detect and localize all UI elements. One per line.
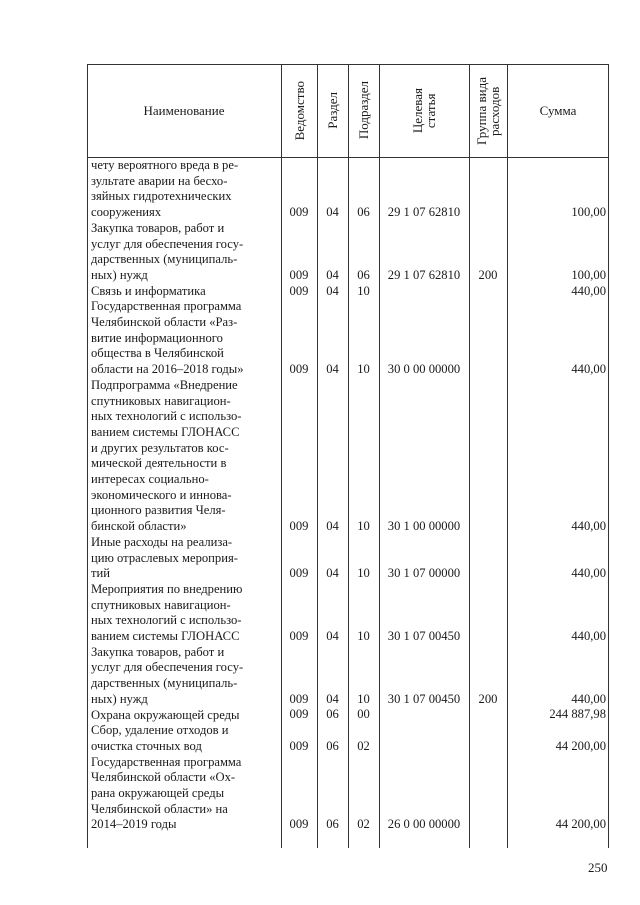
row-statya: 26 0 00 00000 — [387, 817, 461, 832]
row-vedomstvo: 009 — [289, 267, 309, 282]
header-statya: Целевая статья — [410, 87, 438, 134]
row-podrazdel: 06 — [357, 205, 370, 220]
header-summa: Сумма — [539, 102, 577, 118]
row-razdel: 04 — [326, 283, 339, 298]
row-name: Мероприятия по внедрению спутниковых навигацион- ных технологий с использо- ванием системы ГЛОНАСС — [91, 581, 243, 643]
header-razdel: Раздел — [325, 92, 340, 129]
row-vedomstvo: 009 — [289, 205, 309, 220]
row-vedomstvo: 009 — [289, 707, 309, 722]
page-number: 250 — [588, 860, 608, 875]
row-name: Закупка товаров, работ и услуг для обеспечения госу- дарственных (муниципаль- ных) нужд — [91, 220, 244, 282]
row-vedomstvo: 009 — [289, 691, 309, 706]
row-vedomstvo: 009 — [289, 283, 309, 298]
row-statya: 30 1 07 00000 — [387, 566, 461, 581]
row-summa: 440,00 — [571, 628, 606, 643]
table-row — [87, 708, 609, 724]
table-row — [87, 299, 609, 378]
table-row — [87, 158, 609, 221]
row-razdel: 06 — [326, 738, 339, 753]
row-statya: 29 1 07 62810 — [387, 267, 461, 282]
row-podrazdel: 10 — [357, 628, 370, 643]
header-vedomstvo: Ведомство — [291, 80, 307, 141]
table-row — [87, 755, 609, 834]
row-podrazdel: 10 — [357, 283, 370, 298]
row-summa: 440,00 — [571, 691, 606, 706]
row-summa: 100,00 — [571, 267, 606, 282]
row-name: Государственная программа Челябинской области «Раз- витие информационного общества в Челябинской области на 2016–2018 годы» — [91, 299, 244, 377]
row-summa: 440,00 — [571, 566, 606, 581]
table-row — [87, 723, 609, 754]
table-row — [87, 221, 609, 284]
row-razdel: 04 — [326, 205, 339, 220]
row-razdel: 04 — [326, 267, 339, 282]
header-podrazdel: Подраздел — [356, 81, 371, 140]
row-podrazdel: 06 — [357, 267, 370, 282]
row-vedomstvo: 009 — [289, 628, 309, 643]
table-row — [87, 582, 609, 645]
row-summa: 44 200,00 — [555, 738, 606, 753]
row-razdel: 04 — [326, 628, 339, 643]
header-gruppa: Группа вида расходов — [474, 76, 502, 145]
row-name: Связь и информатика — [91, 283, 206, 298]
row-vedomstvo: 009 — [289, 817, 309, 832]
row-vedomstvo: 009 — [289, 519, 309, 534]
row-statya: 30 1 07 00450 — [387, 628, 461, 643]
row-podrazdel: 10 — [357, 519, 370, 534]
row-razdel: 06 — [326, 707, 339, 722]
row-razdel: 06 — [326, 817, 339, 832]
row-name: чету вероятного вреда в ре- зультате аварии на бесхо- зяйных гидротехнических сооружениях — [91, 158, 239, 220]
table-row — [87, 378, 609, 535]
row-vedomstvo: 009 — [289, 738, 309, 753]
row-podrazdel: 10 — [357, 566, 370, 581]
row-razdel: 04 — [326, 691, 339, 706]
row-podrazdel: 02 — [357, 817, 370, 832]
row-razdel: 04 — [326, 566, 339, 581]
row-statya: 30 0 00 00000 — [387, 362, 461, 377]
table-row — [87, 645, 609, 708]
table-row — [87, 284, 609, 300]
row-name: Подпрограмма «Внедрение спутниковых навигацион- ных технологий с использо- ванием системы ГЛОНАСС и других результатов кос- мической деятельности в интересах социально- экономического и иннова- ционного развития Челя- бинской области» — [91, 377, 242, 534]
row-gruppa: 200 — [478, 267, 498, 282]
row-razdel: 04 — [326, 362, 339, 377]
row-podrazdel: 10 — [357, 362, 370, 377]
row-summa: 440,00 — [571, 283, 606, 298]
row-name: Сбор, удаление отходов и очистка сточных вод — [91, 723, 229, 753]
row-summa: 244 887,98 — [549, 707, 606, 722]
row-statya: 30 1 00 00000 — [387, 519, 461, 534]
row-name: Закупка товаров, работ и услуг для обеспечения госу- дарственных (муниципаль- ных) нужд — [91, 644, 244, 706]
row-summa: 440,00 — [571, 362, 606, 377]
row-name: Государственная программа Челябинской области «Ох- рана окружающей среды Челябинской области» на 2014–2019 годы — [91, 754, 242, 832]
row-razdel: 04 — [326, 519, 339, 534]
row-statya: 29 1 07 62810 — [387, 205, 461, 220]
row-podrazdel: 10 — [357, 691, 370, 706]
row-summa: 44 200,00 — [555, 817, 606, 832]
row-podrazdel: 00 — [357, 707, 370, 722]
row-summa: 100,00 — [571, 205, 606, 220]
table-row — [87, 535, 609, 582]
budget-table — [87, 64, 609, 848]
row-vedomstvo: 009 — [289, 362, 309, 377]
header-name: Наименование — [143, 102, 225, 118]
row-statya: 30 1 07 00450 — [387, 691, 461, 706]
row-gruppa: 200 — [478, 691, 498, 706]
row-name: Охрана окружающей среды — [91, 707, 240, 722]
row-name: Иные расходы на реализа- цию отраслевых мероприя- тий — [91, 534, 238, 581]
row-vedomstvo: 009 — [289, 566, 309, 581]
row-summa: 440,00 — [571, 519, 606, 534]
row-podrazdel: 02 — [357, 738, 370, 753]
